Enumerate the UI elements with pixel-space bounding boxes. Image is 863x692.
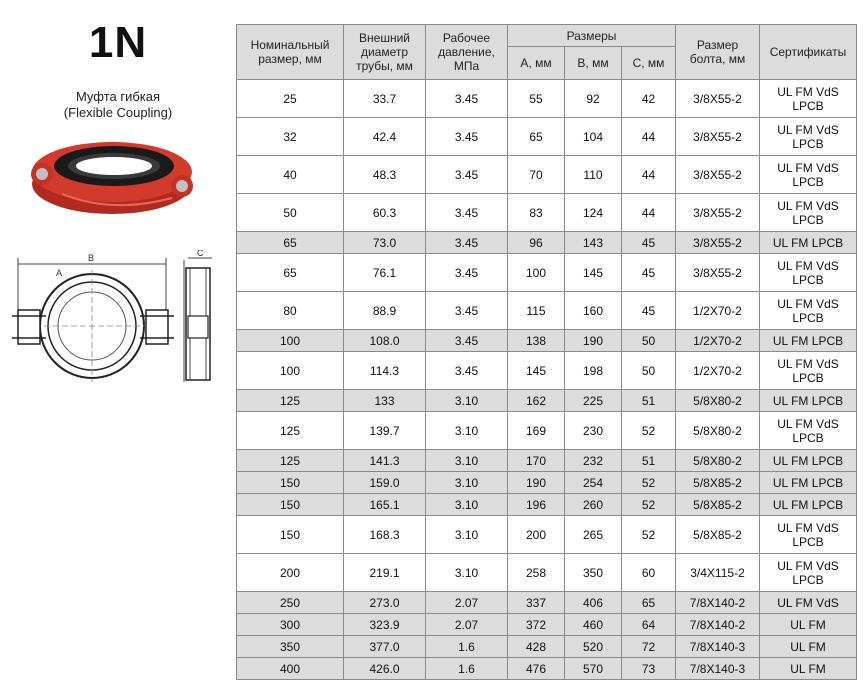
cell-outer-diameter: 377.0 — [344, 636, 426, 658]
cell-dim-b: 198 — [565, 352, 622, 390]
cell-nominal-size: 200 — [237, 554, 344, 592]
cell-dim-a: 337 — [508, 592, 565, 614]
cell-dim-a: 169 — [508, 412, 565, 450]
cell-dim-c: 65 — [622, 592, 676, 614]
cell-pressure: 3.10 — [426, 472, 508, 494]
table-header — [237, 25, 857, 80]
cell-dim-c: 44 — [622, 156, 676, 194]
cell-bolt-size: 7/8X140-2 — [676, 592, 760, 614]
cell-dim-a: 258 — [508, 554, 565, 592]
cell-pressure: 3.45 — [426, 292, 508, 330]
table-row — [237, 472, 857, 494]
cell-nominal-size: 32 — [237, 118, 344, 156]
cell-outer-diameter: 139.7 — [344, 412, 426, 450]
cell-outer-diameter: 159.0 — [344, 472, 426, 494]
cell-dim-c: 73 — [622, 658, 676, 680]
cell-nominal-size: 65 — [237, 232, 344, 254]
cell-certificates: UL FM LPCB — [760, 232, 857, 254]
caption-line-en: (Flexible Coupling) — [63, 105, 173, 120]
cell-bolt-size: 1/2X70-2 — [676, 330, 760, 352]
cell-pressure: 3.45 — [426, 254, 508, 292]
cell-bolt-size: 3/8X55-2 — [676, 194, 760, 232]
cell-pressure: 3.10 — [426, 450, 508, 472]
cell-bolt-size: 5/8X85-2 — [676, 472, 760, 494]
table-row — [237, 194, 857, 232]
table-body — [237, 80, 857, 680]
cell-bolt-size: 5/8X85-2 — [676, 516, 760, 554]
cell-certificates: UL FM LPCB — [760, 450, 857, 472]
cell-dim-c: 51 — [622, 390, 676, 412]
table-row — [237, 636, 857, 658]
header-dim-a: А, мм — [508, 47, 565, 80]
cell-dim-b: 406 — [565, 592, 622, 614]
cell-dim-b: 143 — [565, 232, 622, 254]
table-row — [237, 156, 857, 194]
cell-nominal-size: 65 — [237, 254, 344, 292]
table-row — [237, 232, 857, 254]
cell-nominal-size: 100 — [237, 330, 344, 352]
cell-dim-b: 160 — [565, 292, 622, 330]
cell-dim-b: 225 — [565, 390, 622, 412]
table-row — [237, 412, 857, 450]
cell-certificates: UL FM VdS LPCB — [760, 352, 857, 390]
cell-outer-diameter: 76.1 — [344, 254, 426, 292]
cell-dim-b: 230 — [565, 412, 622, 450]
cell-nominal-size: 40 — [237, 156, 344, 194]
cell-dim-c: 45 — [622, 292, 676, 330]
cell-certificates: UL FM VdS LPCB — [760, 194, 857, 232]
cell-dim-a: 100 — [508, 254, 565, 292]
table-row — [237, 494, 857, 516]
cell-dim-c: 50 — [622, 330, 676, 352]
cell-dim-c: 52 — [622, 516, 676, 554]
cell-dim-a: 115 — [508, 292, 565, 330]
table-row — [237, 658, 857, 680]
cell-dim-b: 124 — [565, 194, 622, 232]
cell-dim-b: 232 — [565, 450, 622, 472]
table-row — [237, 390, 857, 412]
cell-outer-diameter: 323.9 — [344, 614, 426, 636]
table-row — [237, 254, 857, 292]
cell-dim-c: 52 — [622, 412, 676, 450]
cell-dim-c: 52 — [622, 472, 676, 494]
cell-bolt-size: 7/8X140-3 — [676, 658, 760, 680]
cell-certificates: UL FM LPCB — [760, 390, 857, 412]
cell-dim-c: 45 — [622, 254, 676, 292]
table-row — [237, 80, 857, 118]
cell-dim-b: 104 — [565, 118, 622, 156]
cell-certificates: UL FM VdS LPCB — [760, 516, 857, 554]
cell-dim-a: 476 — [508, 658, 565, 680]
cell-pressure: 3.45 — [426, 330, 508, 352]
cell-nominal-size: 400 — [237, 658, 344, 680]
table-row — [237, 118, 857, 156]
cell-outer-diameter: 165.1 — [344, 494, 426, 516]
cell-bolt-size: 3/4X115-2 — [676, 554, 760, 592]
cell-dim-c: 50 — [622, 352, 676, 390]
cell-dim-c: 51 — [622, 450, 676, 472]
cell-dim-a: 190 — [508, 472, 565, 494]
cell-outer-diameter: 108.0 — [344, 330, 426, 352]
cell-bolt-size: 7/8X140-3 — [676, 636, 760, 658]
technical-drawing — [6, 250, 222, 390]
cell-outer-diameter: 88.9 — [344, 292, 426, 330]
cell-bolt-size: 3/8X55-2 — [676, 118, 760, 156]
cell-certificates: UL FM VdS LPCB — [760, 80, 857, 118]
cell-pressure: 2.07 — [426, 592, 508, 614]
cell-nominal-size: 80 — [237, 292, 344, 330]
table-row — [237, 352, 857, 390]
cell-bolt-size: 1/2X70-2 — [676, 352, 760, 390]
model-title: 1N — [88, 18, 148, 67]
cell-dim-a: 196 — [508, 494, 565, 516]
cell-dim-c: 72 — [622, 636, 676, 658]
cell-certificates: UL FM VdS — [760, 592, 857, 614]
cell-outer-diameter: 219.1 — [344, 554, 426, 592]
cell-pressure: 3.45 — [426, 118, 508, 156]
table-row — [237, 292, 857, 330]
cell-pressure: 3.45 — [426, 80, 508, 118]
cell-outer-diameter: 73.0 — [344, 232, 426, 254]
cell-dim-c: 64 — [622, 614, 676, 636]
cell-pressure: 3.45 — [426, 194, 508, 232]
cell-dim-b: 145 — [565, 254, 622, 292]
dim-label-a: A — [56, 268, 63, 278]
cell-certificates: UL FM VdS LPCB — [760, 156, 857, 194]
table-row — [237, 554, 857, 592]
header-bolt-size: Размер болта, мм — [676, 25, 760, 80]
cell-nominal-size: 350 — [237, 636, 344, 658]
cell-outer-diameter: 60.3 — [344, 194, 426, 232]
cell-dim-c: 45 — [622, 232, 676, 254]
header-working-pressure: Рабочее давление, МПа — [426, 25, 508, 80]
cell-pressure: 3.10 — [426, 516, 508, 554]
cell-outer-diameter: 114.3 — [344, 352, 426, 390]
dim-label-c: C — [197, 250, 204, 258]
cell-dim-b: 254 — [565, 472, 622, 494]
cell-nominal-size: 50 — [237, 194, 344, 232]
cell-dim-a: 200 — [508, 516, 565, 554]
cell-outer-diameter: 33.7 — [344, 80, 426, 118]
cell-outer-diameter: 42.4 — [344, 118, 426, 156]
cell-certificates: UL FM LPCB — [760, 494, 857, 516]
cell-dim-c: 42 — [622, 80, 676, 118]
table-row — [237, 450, 857, 472]
cell-dim-c: 44 — [622, 118, 676, 156]
cell-dim-a: 145 — [508, 352, 565, 390]
table-row — [237, 516, 857, 554]
cell-dim-a: 372 — [508, 614, 565, 636]
cell-bolt-size: 7/8X140-2 — [676, 614, 760, 636]
cell-dim-c: 52 — [622, 494, 676, 516]
product-panel — [0, 0, 236, 692]
cell-nominal-size: 125 — [237, 390, 344, 412]
cell-dim-b: 92 — [565, 80, 622, 118]
cell-dim-a: 428 — [508, 636, 565, 658]
cell-dim-b: 350 — [565, 554, 622, 592]
cell-bolt-size: 5/8X85-2 — [676, 494, 760, 516]
cell-dim-c: 60 — [622, 554, 676, 592]
cell-nominal-size: 25 — [237, 80, 344, 118]
cell-dim-a: 55 — [508, 80, 565, 118]
cell-nominal-size: 150 — [237, 472, 344, 494]
cell-pressure: 3.45 — [426, 352, 508, 390]
cell-nominal-size: 100 — [237, 352, 344, 390]
cell-nominal-size: 300 — [237, 614, 344, 636]
cell-bolt-size: 5/8X80-2 — [676, 390, 760, 412]
cell-certificates: UL FM VdS LPCB — [760, 554, 857, 592]
table-row — [237, 592, 857, 614]
cell-bolt-size: 3/8X55-2 — [676, 156, 760, 194]
cell-bolt-size: 5/8X80-2 — [676, 412, 760, 450]
cell-dim-b: 570 — [565, 658, 622, 680]
cell-pressure: 3.10 — [426, 554, 508, 592]
header-dim-c: С, мм — [622, 47, 676, 80]
header-dimensions: Размеры — [508, 25, 676, 47]
dim-label-b: B — [88, 253, 95, 263]
cell-dim-b: 190 — [565, 330, 622, 352]
specifications-table — [236, 24, 857, 680]
cell-bolt-size: 3/8X55-2 — [676, 232, 760, 254]
cell-bolt-size: 3/8X55-2 — [676, 80, 760, 118]
cell-dim-c: 44 — [622, 194, 676, 232]
cell-outer-diameter: 273.0 — [344, 592, 426, 614]
header-outer-diameter: Внешний диаметр трубы, мм — [344, 25, 426, 80]
coupling-photo — [22, 126, 198, 218]
cell-outer-diameter: 48.3 — [344, 156, 426, 194]
cell-certificates: UL FM LPCB — [760, 330, 857, 352]
cell-dim-a: 96 — [508, 232, 565, 254]
cell-outer-diameter: 168.3 — [344, 516, 426, 554]
cell-certificates: UL FM VdS LPCB — [760, 118, 857, 156]
cell-pressure: 2.07 — [426, 614, 508, 636]
cell-dim-b: 260 — [565, 494, 622, 516]
table-row — [237, 330, 857, 352]
cell-pressure: 1.6 — [426, 658, 508, 680]
cell-dim-a: 170 — [508, 450, 565, 472]
cell-certificates: UL FM — [760, 614, 857, 636]
header-certificates: Сертификаты — [760, 25, 857, 80]
cell-pressure: 3.45 — [426, 156, 508, 194]
cell-dim-a: 162 — [508, 390, 565, 412]
cell-certificates: UL FM LPCB — [760, 472, 857, 494]
cell-dim-b: 110 — [565, 156, 622, 194]
product-caption — [0, 89, 236, 121]
table-row — [237, 614, 857, 636]
cell-outer-diameter: 426.0 — [344, 658, 426, 680]
cell-dim-b: 265 — [565, 516, 622, 554]
header-dim-b: В, мм — [565, 47, 622, 80]
cell-dim-a: 65 — [508, 118, 565, 156]
cell-dim-a: 70 — [508, 156, 565, 194]
cell-certificates: UL FM VdS LPCB — [760, 254, 857, 292]
caption-line-ru: Муфта гибкая — [75, 89, 161, 104]
cell-pressure: 3.10 — [426, 494, 508, 516]
cell-certificates: UL FM VdS LPCB — [760, 292, 857, 330]
cell-dim-b: 520 — [565, 636, 622, 658]
cell-pressure: 3.45 — [426, 232, 508, 254]
cell-nominal-size: 150 — [237, 516, 344, 554]
cell-outer-diameter: 133 — [344, 390, 426, 412]
cell-dim-a: 83 — [508, 194, 565, 232]
cell-certificates: UL FM VdS LPCB — [760, 412, 857, 450]
cell-bolt-size: 5/8X80-2 — [676, 450, 760, 472]
cell-certificates: UL FM — [760, 658, 857, 680]
cell-bolt-size: 1/2X70-2 — [676, 292, 760, 330]
header-nominal-size: Номинальный размер, мм — [237, 25, 344, 80]
cell-bolt-size: 3/8X55-2 — [676, 254, 760, 292]
cell-pressure: 3.10 — [426, 390, 508, 412]
cell-pressure: 3.10 — [426, 412, 508, 450]
cell-nominal-size: 125 — [237, 450, 344, 472]
cell-outer-diameter: 141.3 — [344, 450, 426, 472]
cell-dim-b: 460 — [565, 614, 622, 636]
cell-nominal-size: 250 — [237, 592, 344, 614]
cell-nominal-size: 125 — [237, 412, 344, 450]
cell-certificates: UL FM — [760, 636, 857, 658]
cell-dim-a: 138 — [508, 330, 565, 352]
cell-nominal-size: 150 — [237, 494, 344, 516]
cell-pressure: 1.6 — [426, 636, 508, 658]
